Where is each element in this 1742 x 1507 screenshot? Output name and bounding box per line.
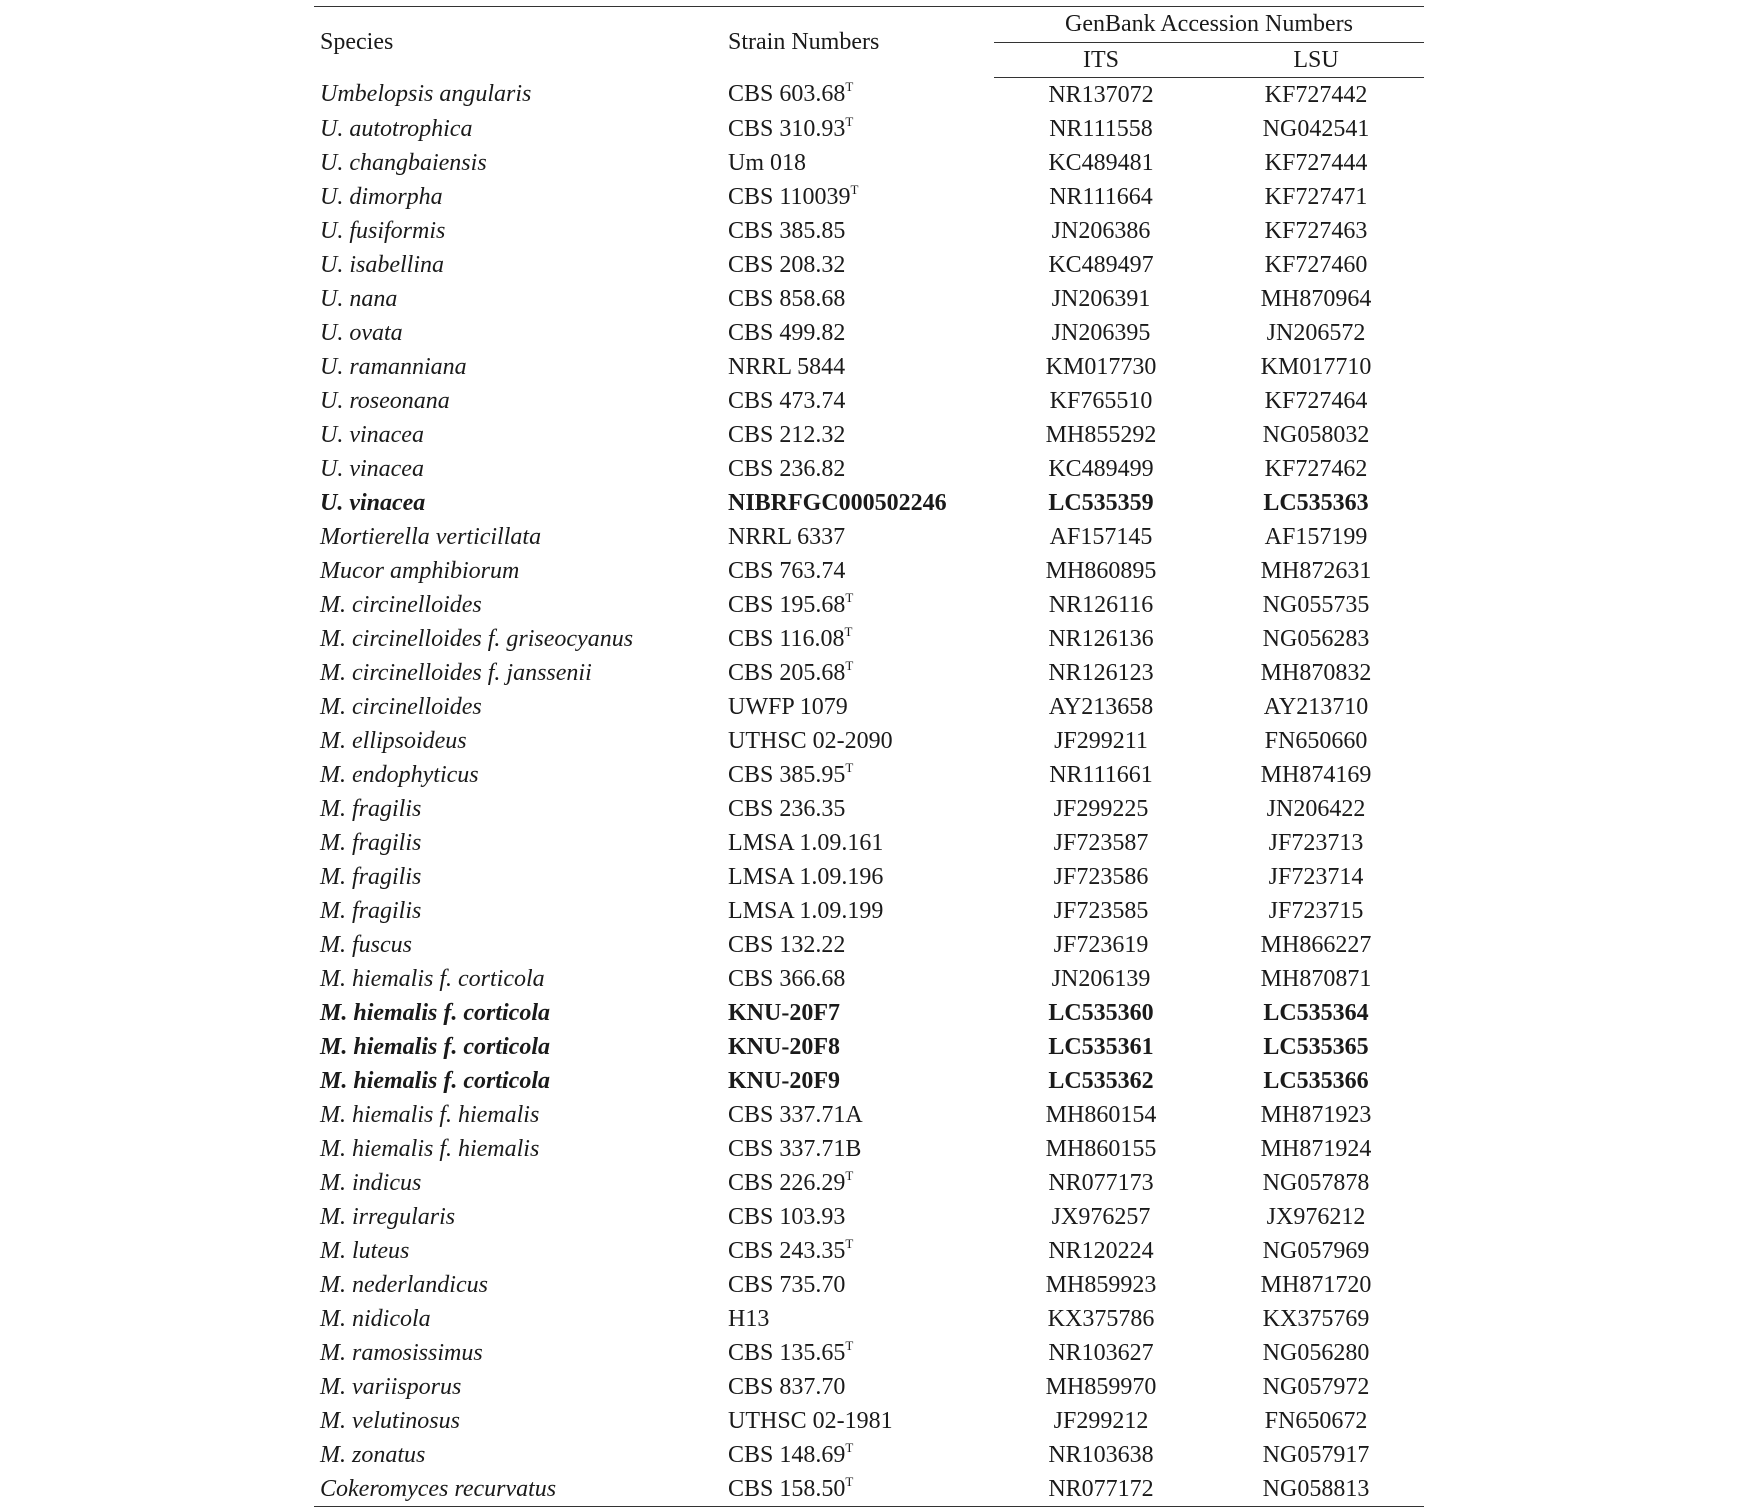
strain-number: CBS 103.93 (728, 1203, 846, 1230)
species-cell: U. vinacea (320, 489, 426, 516)
table-row (314, 1404, 1424, 1438)
its-accession-cell: LC535361 (1048, 1033, 1154, 1060)
table-row (314, 78, 1424, 113)
strain-number: UWFP 1079 (728, 693, 848, 720)
table-row (314, 1234, 1424, 1268)
its-accession-cell: JN206395 (1051, 319, 1151, 346)
species-cell: M. circinelloides (320, 693, 482, 720)
table-header (314, 7, 1424, 78)
strain-cell (722, 792, 994, 826)
type-strain-marker: T (845, 1235, 854, 1251)
strain-cell (722, 996, 994, 1030)
strain-cell (722, 724, 994, 758)
strain-number: CBS 116.08 (728, 625, 845, 652)
strain-number: NIBRFGC000502246 (728, 489, 947, 516)
strain-number: LMSA 1.09.199 (728, 897, 884, 924)
its-accession-cell: KX375786 (1047, 1305, 1155, 1332)
lsu-accession-cell: JX976212 (1266, 1203, 1366, 1230)
species-cell: M. nederlandicus (320, 1271, 488, 1298)
lsu-accession-cell: KF727444 (1264, 149, 1368, 176)
strain-cell (722, 928, 994, 962)
species-cell: M. circinelloides f. janssenii (320, 659, 592, 686)
strain-number: CBS 148.69 (728, 1441, 846, 1468)
type-strain-marker: T (845, 759, 854, 775)
table-row (314, 1472, 1424, 1507)
lsu-accession-cell: FN650672 (1264, 1407, 1368, 1434)
strain-cell (722, 350, 994, 384)
table-row (314, 1166, 1424, 1200)
its-accession-cell: JF299212 (1053, 1407, 1149, 1434)
lsu-accession-cell: KF727460 (1264, 251, 1368, 278)
strain-cell (722, 1132, 994, 1166)
lsu-accession-cell: NG055735 (1262, 591, 1370, 618)
its-accession-cell: JF723619 (1053, 931, 1149, 958)
species-cell: Cokeromyces recurvatus (314, 1472, 722, 1507)
strain-number: LMSA 1.09.196 (728, 863, 884, 890)
strain-cell (722, 418, 994, 452)
table-row (314, 418, 1424, 452)
species-cell: M. circinelloides f. griseocyanus (320, 625, 634, 652)
its-accession-cell: LC535362 (1048, 1067, 1154, 1094)
lsu-accession-cell: MH866227 (1260, 931, 1372, 958)
strain-number: CBS 110039 (728, 183, 851, 210)
strain-number: Um 018 (728, 149, 806, 176)
strain-cell (722, 758, 994, 792)
lsu-accession-cell: NG057969 (1262, 1237, 1370, 1264)
strain-cell (722, 248, 994, 282)
species-cell: M. endophyticus (320, 761, 479, 788)
type-strain-marker: T (844, 623, 853, 639)
strain-number: CBS 236.82 (728, 455, 846, 482)
lsu-accession-cell: MH870871 (1260, 965, 1372, 992)
table-row (314, 690, 1424, 724)
strain-number: CBS 499.82 (728, 319, 846, 346)
strain-cell (722, 384, 994, 418)
strain-number: CBS 205.68 (728, 659, 846, 686)
lsu-accession-cell: FN650660 (1264, 727, 1368, 754)
strain-number: CBS 337.71A (728, 1101, 863, 1128)
its-accession-cell: JF299225 (1053, 795, 1149, 822)
strain-number: LMSA 1.09.161 (728, 829, 884, 856)
species-cell: M. circinelloides (320, 591, 482, 618)
lsu-accession-cell: NG056283 (1262, 625, 1370, 652)
strain-number: H13 (728, 1305, 770, 1332)
strain-cell (722, 894, 994, 928)
its-accession-cell: NR103627 (1048, 1339, 1154, 1366)
species-cell: M. hiemalis f. hiemalis (320, 1135, 540, 1162)
species-cell: M. fragilis (320, 829, 422, 856)
species-cell: U. vinacea (320, 455, 424, 482)
table-row (314, 656, 1424, 690)
lsu-accession-cell: KF727464 (1264, 387, 1368, 414)
table-row (314, 792, 1424, 826)
strain-number: CBS 226.29 (728, 1169, 846, 1196)
strain-number: CBS 763.74 (728, 557, 846, 584)
lsu-accession-cell: MH871923 (1260, 1101, 1372, 1128)
table-row (314, 1030, 1424, 1064)
strain-number: CBS 735.70 (728, 1271, 846, 1298)
species-cell: M. hiemalis f. corticola (320, 999, 550, 1026)
species-cell: M. velutinosus (320, 1407, 460, 1434)
strain-cell (722, 452, 994, 486)
its-accession-cell: LC535360 (1048, 999, 1154, 1026)
lsu-accession-cell: NG042541 (1262, 115, 1370, 142)
strain-cell (722, 656, 994, 690)
lsu-accession-cell: NG057917 (1262, 1441, 1370, 1468)
lsu-accession-cell: AF157199 (1264, 523, 1368, 550)
strain-number: UTHSC 02-1981 (728, 1407, 893, 1434)
species-cell: U. dimorpha (320, 183, 443, 210)
strain-number: CBS 385.95 (728, 761, 846, 788)
species-cell: M. nidicola (320, 1305, 431, 1332)
its-accession-cell: NR111664 (1049, 183, 1153, 210)
lsu-accession-cell: JF723713 (1268, 829, 1364, 856)
strain-number: CBS 236.35 (728, 795, 846, 822)
strain-number: CBS 132.22 (728, 931, 846, 958)
table-row (314, 214, 1424, 248)
its-accession-cell: KC489481 (1048, 149, 1154, 176)
species-cell: M. irregularis (320, 1203, 456, 1230)
lsu-accession-cell: NG057878 (1262, 1169, 1370, 1196)
table-row (314, 622, 1424, 656)
table-row (314, 1336, 1424, 1370)
its-accession-cell: NR077172 (994, 1472, 1208, 1507)
strain-cell (722, 588, 994, 622)
strain-number: CBS 337.71B (728, 1135, 862, 1162)
strain-cell (722, 1030, 994, 1064)
its-accession-cell: JF723585 (1053, 897, 1149, 924)
its-accession-cell: NR137072 (1048, 81, 1154, 108)
strain-cell (722, 826, 994, 860)
species-cell: U. changbaiensis (320, 149, 487, 176)
lsu-accession-cell: KF727471 (1264, 183, 1368, 210)
table-row (314, 316, 1424, 350)
table-row (314, 1200, 1424, 1234)
table-row (314, 962, 1424, 996)
strain-cell (722, 1370, 994, 1404)
lsu-accession-cell: JF723715 (1268, 897, 1364, 924)
its-accession-cell: LC535359 (1048, 489, 1154, 516)
its-accession-cell: MH860154 (1045, 1101, 1157, 1128)
lsu-accession-cell: KF727442 (1264, 81, 1368, 108)
type-strain-marker: T (845, 79, 854, 95)
strain-number: CBS 212.32 (728, 421, 846, 448)
species-cell: U. isabellina (320, 251, 444, 278)
strain-cell (722, 1200, 994, 1234)
strain-number: NRRL 5844 (728, 353, 846, 380)
table-row (314, 112, 1424, 146)
table-row (314, 826, 1424, 860)
table-row (314, 1302, 1424, 1336)
lsu-accession-cell: NG056280 (1262, 1339, 1370, 1366)
table-row (314, 554, 1424, 588)
header-species: Species (314, 7, 722, 78)
lsu-accession-cell: MH870832 (1260, 659, 1372, 686)
table-row (314, 1268, 1424, 1302)
table-row (314, 1438, 1424, 1472)
its-accession-cell: JF723586 (1053, 863, 1149, 890)
header-strain-numbers: Strain Numbers (722, 7, 994, 78)
type-strain-marker: T (845, 113, 854, 129)
species-cell: Mucor amphibiorum (320, 557, 520, 584)
type-strain-marker: T (850, 181, 859, 197)
table-row (314, 894, 1424, 928)
species-cell: U. fusiformis (320, 217, 446, 244)
strain-cell (722, 1438, 994, 1472)
species-cell: U. vinacea (320, 421, 424, 448)
lsu-accession-cell: NG058032 (1262, 421, 1370, 448)
strain-cell (722, 1098, 994, 1132)
lsu-accession-cell: JN206572 (1266, 319, 1366, 346)
its-accession-cell: MH859970 (1045, 1373, 1157, 1400)
species-cell: M. fuscus (320, 931, 412, 958)
its-accession-cell: NR103638 (1048, 1441, 1154, 1468)
strain-number: NRRL 6337 (728, 523, 846, 550)
species-cell: M. fragilis (320, 897, 422, 924)
its-accession-cell: JN206386 (1051, 217, 1151, 244)
header-lsu: LSU (1208, 43, 1424, 78)
its-accession-cell: KC489499 (1048, 455, 1154, 482)
its-accession-cell: AY213658 (1048, 693, 1154, 720)
its-accession-cell: NR126123 (1048, 659, 1154, 686)
strain-cell (722, 1302, 994, 1336)
its-accession-cell: JF299211 (1054, 727, 1148, 754)
lsu-accession-cell: MH872631 (1260, 557, 1372, 584)
species-cell: U. roseonana (320, 387, 450, 414)
strain-cell (722, 622, 994, 656)
strain-cell (722, 78, 994, 113)
table-row (314, 452, 1424, 486)
table-row (314, 282, 1424, 316)
table-row (314, 384, 1424, 418)
table-row (314, 758, 1424, 792)
strain-cell (722, 112, 994, 146)
type-strain-marker: T (845, 1337, 854, 1353)
strain-number: KNU-20F9 (728, 1067, 840, 1094)
type-strain-marker: T (845, 1167, 854, 1183)
lsu-accession-cell: KM017710 (1260, 353, 1372, 380)
strain-number: UTHSC 02-2090 (728, 727, 893, 754)
strain-cell (722, 1336, 994, 1370)
strain-number: CBS 158.50 (728, 1475, 846, 1502)
table-row (314, 520, 1424, 554)
table-row (314, 724, 1424, 758)
strain-cell (722, 690, 994, 724)
species-cell: Mortierella verticillata (320, 523, 542, 550)
table-row (314, 1370, 1424, 1404)
lsu-accession-cell: MH871924 (1260, 1135, 1372, 1162)
species-cell: M. hiemalis f. corticola (320, 1067, 550, 1094)
strain-cell (722, 962, 994, 996)
type-strain-marker: T (845, 657, 854, 673)
species-cell: M. ellipsoideus (320, 727, 467, 754)
strain-number: CBS 195.68 (728, 591, 846, 618)
its-accession-cell: MH860155 (1045, 1135, 1157, 1162)
its-accession-cell: JX976257 (1051, 1203, 1151, 1230)
strain-number: CBS 858.68 (728, 285, 846, 312)
table-row (314, 146, 1424, 180)
species-cell: U. ramanniana (320, 353, 467, 380)
its-accession-cell: KM017730 (1045, 353, 1157, 380)
strain-number: CBS 837.70 (728, 1373, 846, 1400)
its-accession-cell: NR111558 (1049, 115, 1153, 142)
type-strain-marker: T (845, 1473, 854, 1489)
strain-cell (722, 180, 994, 214)
strain-number: CBS 366.68 (728, 965, 846, 992)
strain-cell (722, 1404, 994, 1438)
lsu-accession-cell: JF723714 (1268, 863, 1364, 890)
header-its: ITS (994, 43, 1208, 78)
strain-number: KNU-20F8 (728, 1033, 840, 1060)
strain-cell (722, 554, 994, 588)
lsu-accession-cell: KX375769 (1262, 1305, 1370, 1332)
strain-cell (722, 1166, 994, 1200)
table-row (314, 486, 1424, 520)
strain-cell (722, 316, 994, 350)
accession-table (314, 6, 1424, 1507)
species-cell: M. hiemalis f. corticola (320, 965, 545, 992)
strain-number: CBS 603.68 (728, 81, 846, 108)
its-accession-cell: NR111661 (1049, 761, 1153, 788)
strain-cell (722, 486, 994, 520)
species-cell: M. ramosissimus (320, 1339, 483, 1366)
lsu-accession-cell: KF727463 (1264, 217, 1368, 244)
its-accession-cell: KC489497 (1048, 251, 1154, 278)
species-cell: Umbelopsis angularis (320, 81, 532, 108)
species-cell: M. fragilis (320, 795, 422, 822)
its-accession-cell: MH859923 (1045, 1271, 1157, 1298)
type-strain-marker: T (845, 1439, 854, 1455)
table-row (314, 928, 1424, 962)
species-cell: M. hiemalis f. corticola (320, 1033, 550, 1060)
species-cell: M. variisporus (320, 1373, 462, 1400)
its-accession-cell: NR077173 (1048, 1169, 1154, 1196)
table-row (314, 996, 1424, 1030)
table-row (314, 588, 1424, 622)
lsu-accession-cell: JN206422 (1266, 795, 1366, 822)
its-accession-cell: KF765510 (1049, 387, 1153, 414)
strain-number: CBS 135.65 (728, 1339, 846, 1366)
its-accession-cell: JN206391 (1051, 285, 1151, 312)
header-genbank-accession-numbers: GenBank Accession Numbers (994, 7, 1424, 43)
table-row (314, 1098, 1424, 1132)
lsu-accession-cell: LC535364 (1263, 999, 1369, 1026)
lsu-accession-cell: KF727462 (1264, 455, 1368, 482)
its-accession-cell: NR126116 (1048, 591, 1154, 618)
strain-cell (722, 214, 994, 248)
species-cell: M. luteus (320, 1237, 410, 1264)
strain-cell (722, 146, 994, 180)
strain-cell (722, 1472, 994, 1507)
species-cell: M. zonatus (320, 1441, 426, 1468)
table-row (314, 180, 1424, 214)
its-accession-cell: JF723587 (1053, 829, 1149, 856)
its-accession-cell: NR126136 (1048, 625, 1154, 652)
strain-cell (722, 1268, 994, 1302)
lsu-accession-cell: MH871720 (1260, 1271, 1372, 1298)
strain-cell (722, 1234, 994, 1268)
species-cell: U. autotrophica (320, 115, 473, 142)
species-cell: U. ovata (320, 319, 403, 346)
lsu-accession-cell: MH874169 (1260, 761, 1372, 788)
table-row (314, 248, 1424, 282)
strain-cell (722, 1064, 994, 1098)
strain-number: CBS 385.85 (728, 217, 846, 244)
table-body (314, 78, 1424, 1507)
lsu-accession-cell: LC535366 (1263, 1067, 1369, 1094)
species-cell: M. indicus (320, 1169, 422, 1196)
strain-cell (722, 282, 994, 316)
lsu-accession-cell: MH870964 (1260, 285, 1372, 312)
table-row (314, 1132, 1424, 1166)
its-accession-cell: MH855292 (1045, 421, 1157, 448)
species-cell: M. fragilis (320, 863, 422, 890)
type-strain-marker: T (845, 589, 854, 605)
table-row (314, 350, 1424, 384)
its-accession-cell: NR120224 (1048, 1237, 1154, 1264)
lsu-accession-cell: NG057972 (1262, 1373, 1370, 1400)
species-cell: U. nana (320, 285, 398, 312)
strain-cell (722, 520, 994, 554)
its-accession-cell: JN206139 (1051, 965, 1151, 992)
table-row (314, 860, 1424, 894)
lsu-accession-cell: NG058813 (1208, 1472, 1424, 1507)
lsu-accession-cell: AY213710 (1263, 693, 1369, 720)
its-accession-cell: AF157145 (1049, 523, 1153, 550)
strain-number: KNU-20F7 (728, 999, 840, 1026)
its-accession-cell: MH860895 (1045, 557, 1157, 584)
strain-number: CBS 473.74 (728, 387, 846, 414)
lsu-accession-cell: LC535365 (1263, 1033, 1369, 1060)
strain-cell (722, 860, 994, 894)
lsu-accession-cell: LC535363 (1263, 489, 1369, 516)
strain-number: CBS 243.35 (728, 1237, 846, 1264)
strain-number: CBS 310.93 (728, 115, 846, 142)
table-row (314, 1064, 1424, 1098)
species-cell: M. hiemalis f. hiemalis (320, 1101, 540, 1128)
strain-number: CBS 208.32 (728, 251, 846, 278)
